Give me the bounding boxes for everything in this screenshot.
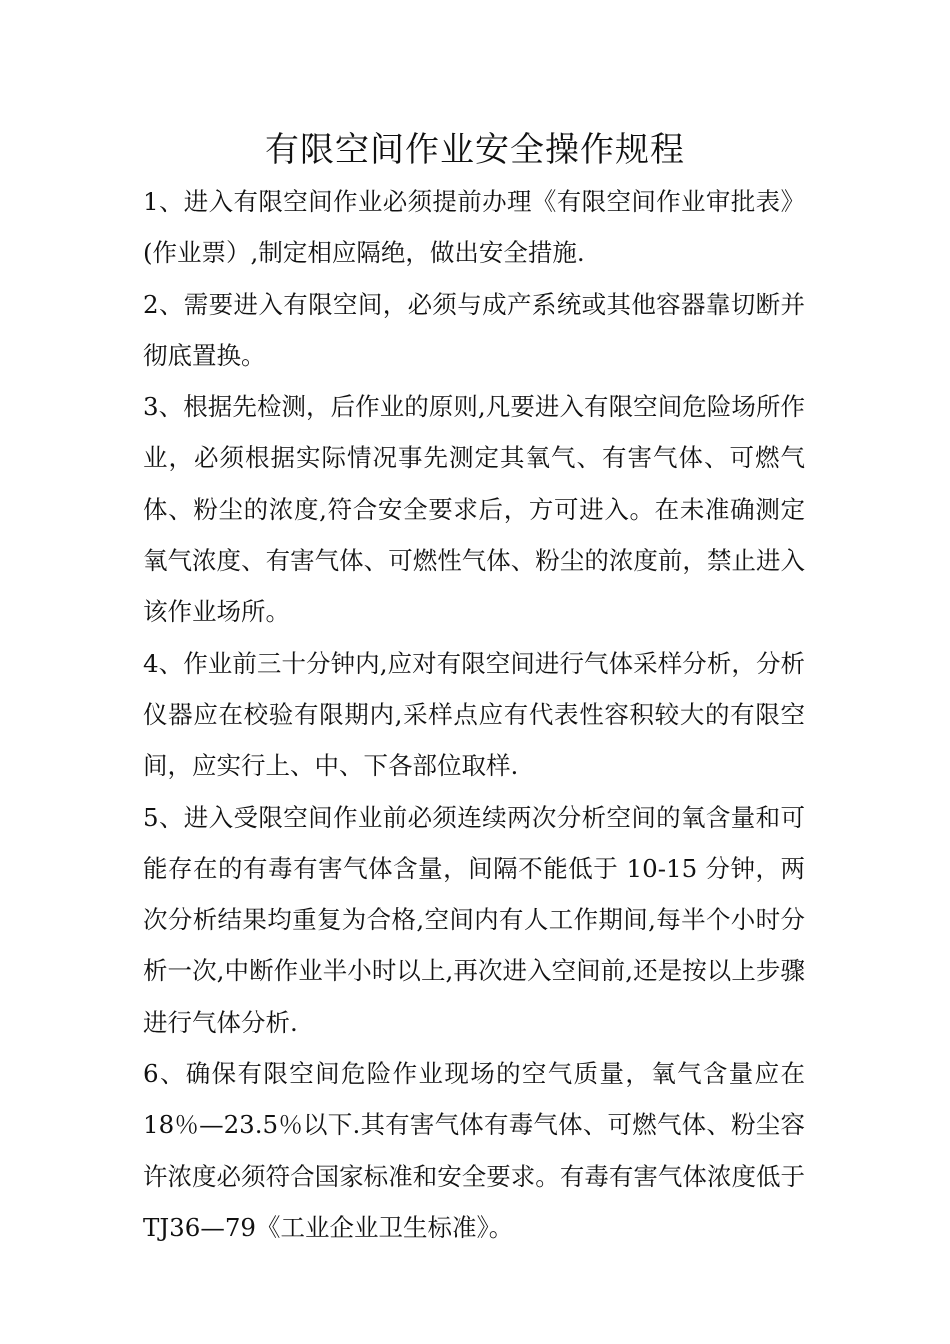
- rule-paragraph-6: 6、确保有限空间危险作业现场的空气质量，氧气含量应在18％—23.5％以下.其有害气体有毒气体、可燃气体、粉尘容许浓度必须符合国家标准和安全要求。有毒有害气体浓度低于TJ36—79《工业企业卫生标准》。: [143, 1059, 805, 1242]
- rule-paragraph-3: 3、根据先检测，后作业的原则,凡要进入有限空间危险场所作业，必须根据实际情况事先测定其氧气、有害气体、可燃气体、粉尘的浓度,符合安全要求后，方可进入。在未准确测定氧气浓度、有害气体、可燃性气体、粉尘的浓度前，禁止进入该作业场所。: [143, 392, 805, 627]
- rule-paragraph-4: 4、作业前三十分钟内,应对有限空间进行气体采样分析，分析仪器应在校验有限期内,采样点应有代表性容积较大的有限空间，应实行上、中、下各部位取样.: [143, 648, 805, 781]
- rule-paragraph-1: 1、进入有限空间作业必须提前办理《有限空间作业审批表》(作业票）,制定相应隔绝，做出安全措施.: [143, 187, 805, 268]
- rule-paragraph-2: 2、需要进入有限空间，必须与成产系统或其他容器靠切断并彻底置换。: [143, 289, 805, 370]
- document-body: [143, 176, 805, 1253]
- document-title: 有限空间作业安全操作规程: [265, 130, 685, 170]
- rule-paragraph-5: 5、进入受限空间作业前必须连续两次分析空间的氧含量和可能存在的有毒有害气体含量，间隔不能低于 10-15 分钟，两次分析结果均重复为合格,空间内有人工作期间,每半个小时分析一次,中断作业半小时以上,再次进入空间前,还是按以上步骤进行气体分析.: [143, 802, 805, 1037]
